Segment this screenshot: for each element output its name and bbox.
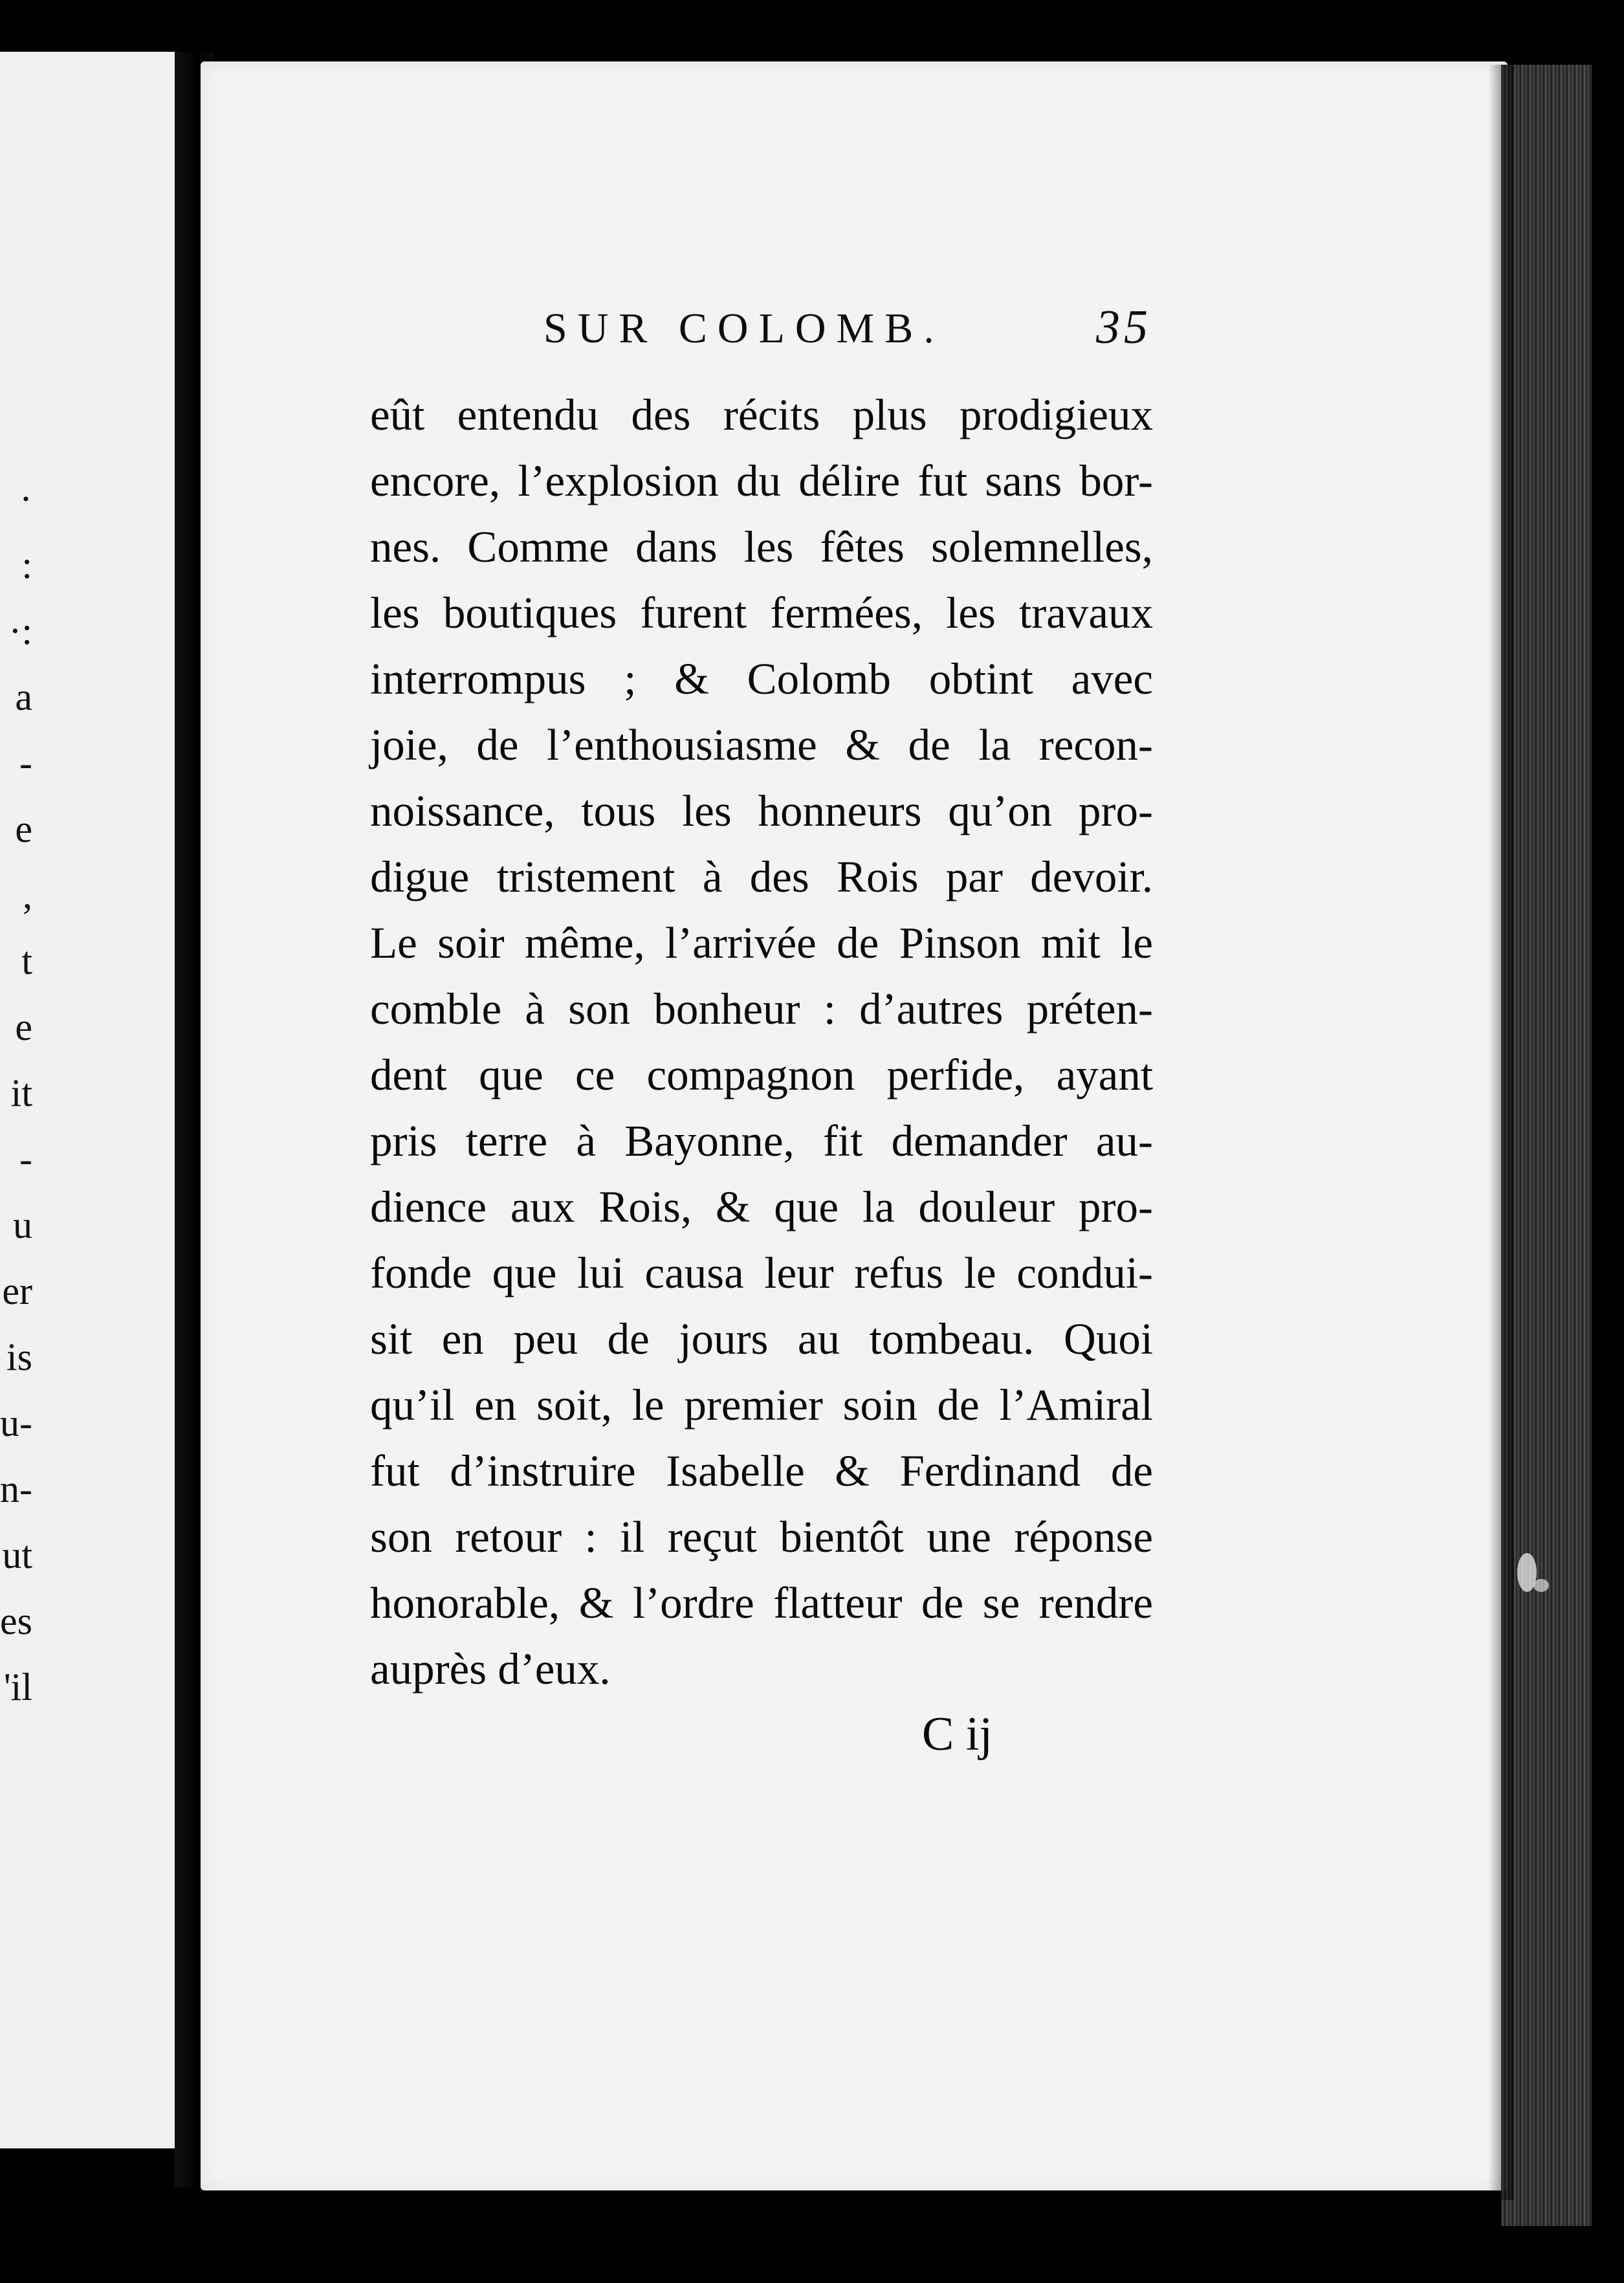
text-line: pris terre à Bayonne, fit demander au- [370,1116,1153,1165]
left-edge-line: a [15,676,32,718]
text-line: joie, de l’enthousiasme & de la recon- [370,720,1153,769]
signature-mark: C ij [922,1708,993,1761]
left-edge-line: n- [0,1468,32,1510]
text-line: fut d’instruire Isabelle & Ferdinand de [370,1446,1153,1495]
text-line: noissance, tous les honneurs qu’on pro- [370,786,1153,835]
left-edge-line: 'il [3,1666,32,1708]
left-page-text-edge [0,466,32,1720]
text-line: comble à son bonheur : d’autres préten- [370,984,1153,1033]
left-edge-line: is [6,1336,32,1378]
text-line: auprès d’eux. [370,1644,611,1693]
text-line: sit en peu de jours au tombeau. Quoi [370,1314,1153,1363]
left-edge-line: ·: [8,610,32,652]
left-edge-line: - [19,742,32,784]
body-text [370,382,1153,1702]
left-edge-line: e [15,808,32,850]
left-edge-line: , [23,874,32,916]
page-fore-edge [1501,65,1592,2226]
left-edge-line: it [10,1072,32,1114]
left-edge-line: t [21,940,32,982]
left-edge-line: u- [0,1402,32,1444]
text-line: qu’il en soit, le premier soin de l’Amiral [370,1380,1153,1429]
left-page [0,52,194,2148]
left-edge-line: es [0,1600,32,1642]
text-line: dience aux Rois, & que la douleur pro- [370,1182,1153,1231]
text-line: fonde que lui causa leur refus le condui- [370,1248,1153,1297]
text-line: digue tristement à des Rois par devoir. [370,852,1153,901]
left-edge-line: - [19,1138,32,1180]
text-line: eût entendu des récits plus prodigieux [370,390,1153,439]
text-line: Le soir même, l’arrivée de Pinson mit le [370,918,1153,967]
left-edge-line: er [2,1270,32,1312]
text-line: nes. Comme dans les fêtes solemnelles, [370,522,1153,571]
text-line: les boutiques furent fermées, les travaux [370,588,1153,637]
text-line: dent que ce compagnon perfide, ayant [370,1050,1153,1099]
text-line: honorable, & l’ordre flatteur de se rendre [370,1578,1153,1627]
left-edge-line: : [21,544,32,586]
left-edge-line: u [13,1204,32,1246]
text-line: interrompus ; & Colomb obtint avec [370,654,1153,703]
left-edge-line: · [19,478,32,520]
text-line: encore, l’explosion du délire fut sans bor- [370,456,1153,505]
text-line: son retour : il reçut bientôt une réponse [370,1512,1153,1561]
running-title: SUR COLOMB. [543,305,945,352]
page-header [543,301,1152,382]
page-number: 35 [1096,301,1152,354]
left-edge-line: e [15,1006,32,1048]
left-edge-line: ut [2,1534,32,1576]
paper-speck [1533,1579,1549,1592]
fore-edge-shadow [1488,65,1514,2200]
